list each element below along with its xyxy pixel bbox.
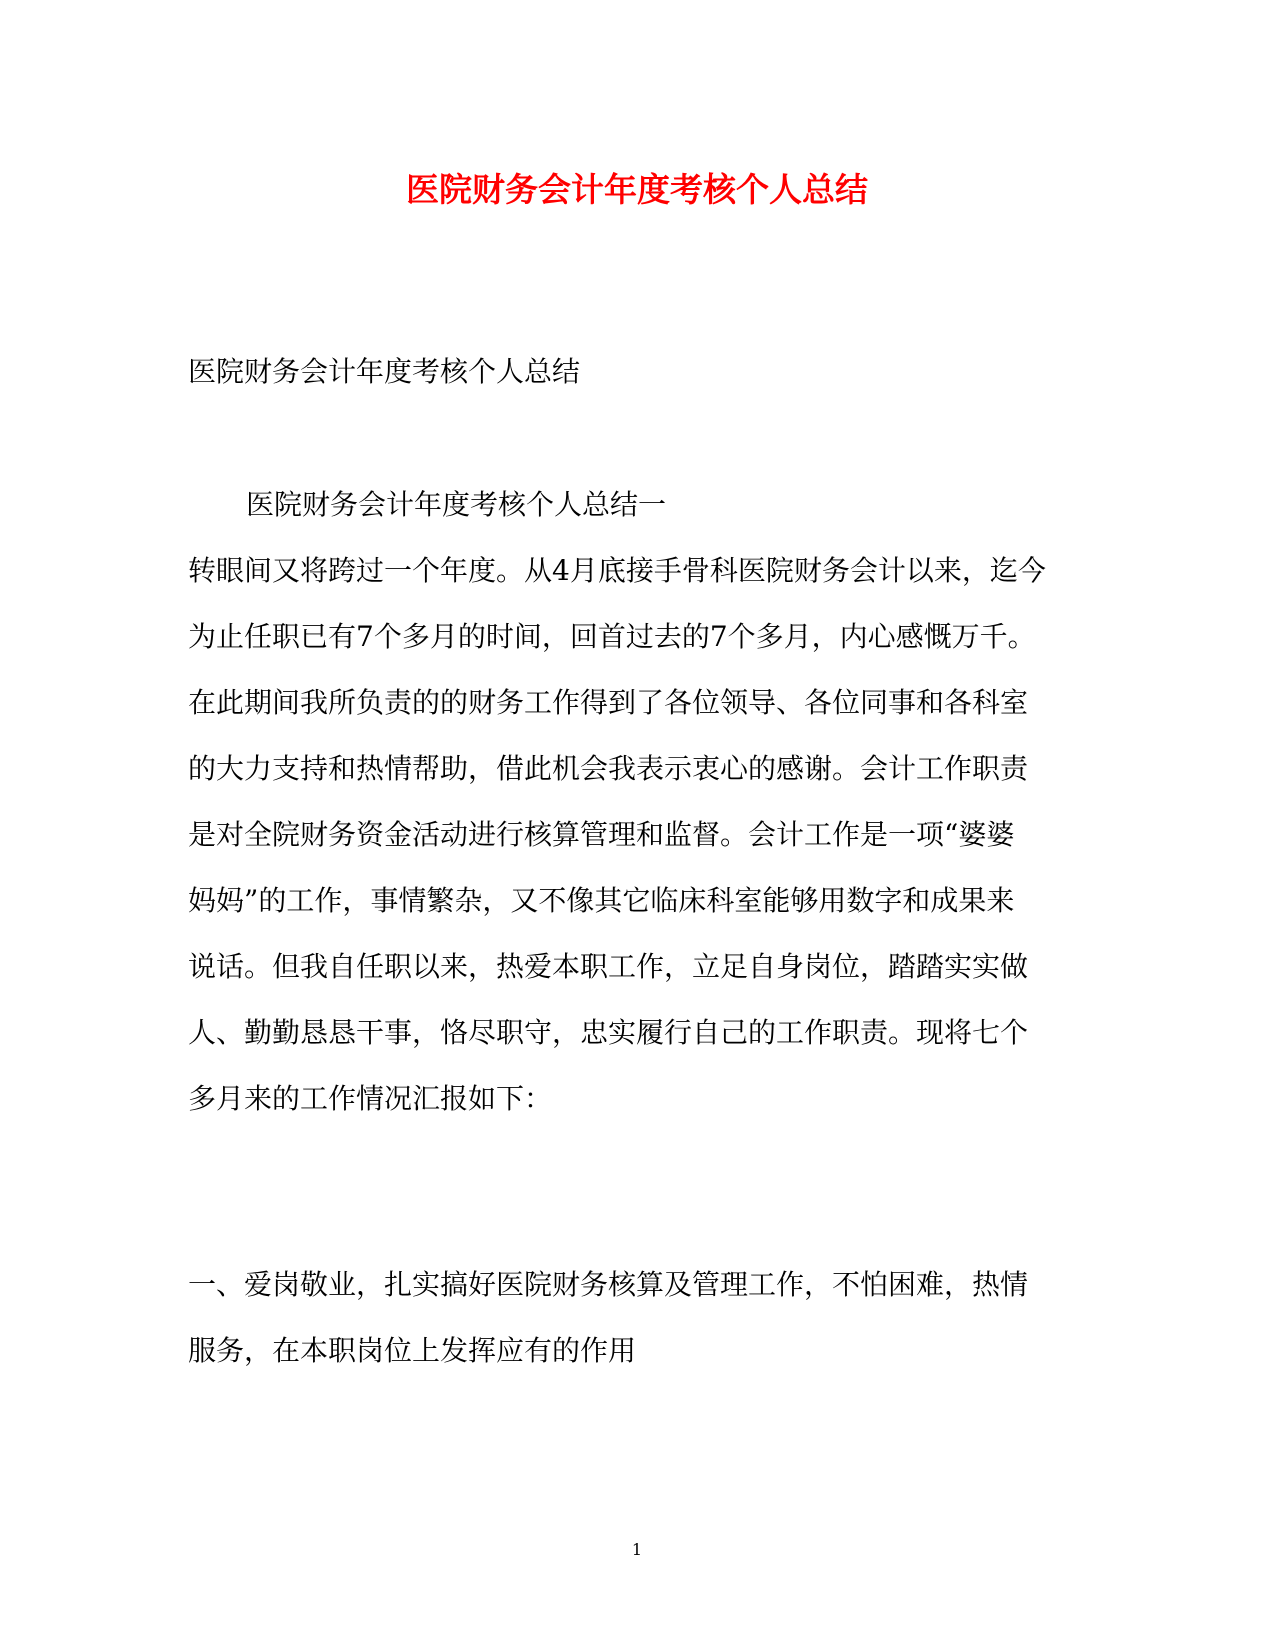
page-title: 医院财务会计年度考核个人总结 (406, 170, 868, 209)
text-line: 一、爱岗敬业，扎实搞好医院财务核算及管理工作，不怕困难，热情 (188, 1268, 1029, 1301)
text-line: 的大力支持和热情帮助，借此机会我表示衷心的感谢。会计工作职责 (188, 752, 1029, 785)
text-line: 妈妈”的工作，事情繁杂，又不像其它临床科室能够用数字和成果来 (188, 884, 1015, 917)
text-line: 是对全院财务资金活动进行核算管理和监督。会计工作是一项“婆婆 (188, 818, 1015, 851)
text-line: 在此期间我所负责的的财务工作得到了各位领导、各位同事和各科室 (188, 686, 1029, 719)
document-subtitle: 医院财务会计年度考核个人总结 (188, 355, 581, 388)
section-heading: 医院财务会计年度考核个人总结一 (246, 488, 667, 521)
text-line: 多月来的工作情况汇报如下： (188, 1082, 553, 1115)
text-line: 说话。但我自任职以来，热爱本职工作，立足自身岗位，踏踏实实做 (188, 950, 1029, 983)
paragraph-section-one (188, 1252, 1088, 1384)
paragraph-intro (188, 538, 1088, 1132)
page-number: 1 (631, 1540, 643, 1559)
text-line: 人、勤勤恳恳干事，恪尽职守，忠实履行自己的工作职责。现将七个 (188, 1016, 1029, 1049)
text-line: 为止任职已有7个多月的时间，回首过去的7个多月，内心感慨万千。 (188, 620, 1036, 653)
text-line: 转眼间又将跨过一个年度。从4月底接手骨科医院财务会计以来，迄今 (188, 554, 1046, 587)
text-line: 服务，在本职岗位上发挥应有的作用 (188, 1334, 637, 1367)
